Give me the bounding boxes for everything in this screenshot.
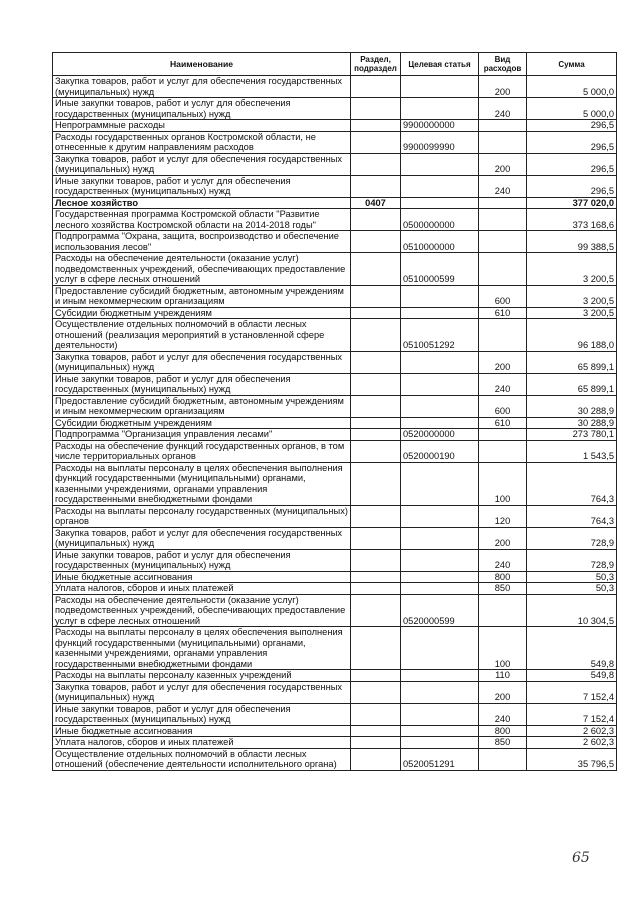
cell-section [351, 175, 401, 197]
cell-target [401, 285, 479, 307]
cell-target [401, 583, 479, 595]
cell-name: Закупка товаров, работ и услуг для обеспечения государственных (муниципальных) нужд [53, 681, 351, 703]
table-row [53, 98, 617, 120]
cell-target: 0510000599 [401, 253, 479, 286]
cell-sum: 50,3 [527, 571, 617, 583]
cell-target [401, 527, 479, 549]
cell-type: 800 [479, 571, 527, 583]
cell-name: Непрограммные расходы [53, 120, 351, 132]
cell-type: 240 [479, 549, 527, 571]
cell-target [401, 549, 479, 571]
cell-target [401, 175, 479, 197]
cell-type [479, 748, 527, 770]
cell-name: Осуществление отдельных полномочий в области лесных отношений (обеспечение деятельности исполнительного органа) [53, 748, 351, 770]
cell-sum: 3 200,5 [527, 285, 617, 307]
cell-target [401, 505, 479, 527]
cell-name: Предоставление субсидий бюджетным, автономным учреждениям и иным некоммерческим организациям [53, 395, 351, 417]
cell-type [479, 594, 527, 627]
table-row [53, 737, 617, 749]
cell-target [401, 670, 479, 682]
table-row [53, 681, 617, 703]
cell-sum: 764,3 [527, 462, 617, 505]
cell-type: 600 [479, 285, 527, 307]
cell-sum: 296,5 [527, 131, 617, 153]
cell-section [351, 209, 401, 231]
cell-type [479, 131, 527, 153]
table-row [53, 373, 617, 395]
cell-type [479, 209, 527, 231]
table-row [53, 395, 617, 417]
cell-section [351, 131, 401, 153]
cell-name: Закупка товаров, работ и услуг для обеспечения государственных (муниципальных) нужд [53, 153, 351, 175]
table-row [53, 440, 617, 462]
cell-sum: 728,9 [527, 527, 617, 549]
cell-target [401, 351, 479, 373]
table-row [53, 197, 617, 209]
cell-target: 0520051291 [401, 748, 479, 770]
cell-sum: 99 388,5 [527, 231, 617, 253]
cell-section [351, 120, 401, 132]
cell-sum: 764,3 [527, 505, 617, 527]
cell-sum: 273 780,1 [527, 429, 617, 441]
cell-type: 240 [479, 175, 527, 197]
cell-sum: 377 020,0 [527, 197, 617, 209]
cell-section [351, 670, 401, 682]
header-type: Вид расходов [479, 53, 527, 76]
cell-name: Расходы на обеспечение функций государственных органов, в том числе территориальных органов [53, 440, 351, 462]
cell-target [401, 417, 479, 429]
cell-type [479, 440, 527, 462]
cell-sum: 35 796,5 [527, 748, 617, 770]
cell-name: Иные закупки товаров, работ и услуг для обеспечения государственных (муниципальных) нужд [53, 549, 351, 571]
table-row [53, 417, 617, 429]
table-row [53, 429, 617, 441]
cell-sum: 2 602,3 [527, 737, 617, 749]
cell-section [351, 627, 401, 670]
cell-type: 200 [479, 681, 527, 703]
cell-type: 600 [479, 395, 527, 417]
cell-name: Иные закупки товаров, работ и услуг для обеспечения государственных (муниципальных) нужд [53, 373, 351, 395]
cell-type: 240 [479, 373, 527, 395]
budget-table-sheet [52, 52, 616, 771]
cell-sum: 549,8 [527, 627, 617, 670]
table-row [53, 549, 617, 571]
cell-sum: 30 288,9 [527, 417, 617, 429]
table-row [53, 307, 617, 319]
cell-name: Расходы на обеспечение деятельности (оказание услуг) подведомственных учреждений, обеспечивающих предоставление услуг в сфере лесных отношений [53, 594, 351, 627]
cell-section [351, 351, 401, 373]
cell-type: 610 [479, 417, 527, 429]
cell-section [351, 98, 401, 120]
cell-section [351, 373, 401, 395]
cell-name: Расходы на выплаты персоналу в целях обеспечения выполнения функций государственными (муниципальными) органами, казенными учреждениями, органами управления государственными внебюджетными фондами [53, 462, 351, 505]
cell-name: Иные бюджетные ассигнования [53, 725, 351, 737]
table-row [53, 748, 617, 770]
cell-target: 0510051292 [401, 319, 479, 352]
cell-type [479, 197, 527, 209]
cell-section [351, 253, 401, 286]
cell-name: Уплата налогов, сборов и иных платежей [53, 583, 351, 595]
cell-type [479, 253, 527, 286]
cell-name: Лесное хозяйство [53, 197, 351, 209]
cell-target [401, 98, 479, 120]
cell-section [351, 681, 401, 703]
cell-section [351, 462, 401, 505]
cell-sum: 30 288,9 [527, 395, 617, 417]
cell-section [351, 594, 401, 627]
table-row [53, 76, 617, 98]
table-row [53, 462, 617, 505]
header-name: Наименование [53, 53, 351, 76]
cell-section [351, 76, 401, 98]
cell-name: Расходы государственных органов Костромской области, не отнесенные к другим направлениям расходов [53, 131, 351, 153]
cell-sum: 65 899,1 [527, 351, 617, 373]
table-row [53, 527, 617, 549]
cell-target [401, 737, 479, 749]
cell-target: 0520000000 [401, 429, 479, 441]
table-header [53, 53, 617, 76]
cell-name: Закупка товаров, работ и услуг для обеспечения государственных (муниципальных) нужд [53, 351, 351, 373]
cell-name: Иные бюджетные ассигнования [53, 571, 351, 583]
cell-section [351, 231, 401, 253]
cell-type: 110 [479, 670, 527, 682]
cell-target [401, 395, 479, 417]
table-row [53, 131, 617, 153]
cell-sum: 549,8 [527, 670, 617, 682]
cell-section [351, 549, 401, 571]
header-sum: Сумма [527, 53, 617, 76]
cell-sum: 96 188,0 [527, 319, 617, 352]
table-row [53, 670, 617, 682]
cell-sum: 296,5 [527, 175, 617, 197]
cell-section [351, 440, 401, 462]
table-row [53, 627, 617, 670]
cell-section [351, 319, 401, 352]
cell-target: 0500000000 [401, 209, 479, 231]
cell-type: 240 [479, 98, 527, 120]
table-row [53, 231, 617, 253]
cell-section [351, 583, 401, 595]
cell-name: Уплата налогов, сборов и иных платежей [53, 737, 351, 749]
cell-name: Расходы на выплаты персоналу в целях обеспечения выполнения функций государственными (муниципальными) органами, казенными учреждениями, органами управления государственными внебюджетными фондами [53, 627, 351, 670]
table-row [53, 209, 617, 231]
cell-type [479, 120, 527, 132]
cell-section [351, 307, 401, 319]
page-number: 65 [572, 850, 590, 866]
cell-section [351, 417, 401, 429]
cell-name: Иные закупки товаров, работ и услуг для обеспечения государственных (муниципальных) нужд [53, 703, 351, 725]
cell-target [401, 76, 479, 98]
cell-type: 240 [479, 703, 527, 725]
cell-name: Субсидии бюджетным учреждениям [53, 307, 351, 319]
table-row [53, 571, 617, 583]
table-row [53, 594, 617, 627]
cell-target: 0510000000 [401, 231, 479, 253]
table-row [53, 253, 617, 286]
cell-sum: 5 000,0 [527, 98, 617, 120]
cell-name: Иные закупки товаров, работ и услуг для обеспечения государственных (муниципальных) нужд [53, 175, 351, 197]
cell-section [351, 505, 401, 527]
cell-type [479, 231, 527, 253]
table-row [53, 120, 617, 132]
cell-type [479, 429, 527, 441]
cell-target: 0520000599 [401, 594, 479, 627]
cell-target: 0520000190 [401, 440, 479, 462]
table-row [53, 583, 617, 595]
table-row [53, 703, 617, 725]
cell-type [479, 319, 527, 352]
table-row [53, 319, 617, 352]
table-row [53, 175, 617, 197]
table-row [53, 725, 617, 737]
cell-target [401, 681, 479, 703]
cell-name: Закупка товаров, работ и услуг для обеспечения государственных (муниципальных) нужд [53, 76, 351, 98]
cell-type: 100 [479, 462, 527, 505]
cell-target [401, 725, 479, 737]
cell-section [351, 748, 401, 770]
cell-name: Осуществление отдельных полномочий в области лесных отношений (реализация мероприятий в установленной сфере деятельности) [53, 319, 351, 352]
cell-sum: 373 168,6 [527, 209, 617, 231]
cell-section [351, 725, 401, 737]
cell-target [401, 153, 479, 175]
cell-sum: 1 543,5 [527, 440, 617, 462]
header-section: Раздел, подраздел [351, 53, 401, 76]
header-target: Целевая статья [401, 53, 479, 76]
cell-name: Расходы на выплаты персоналу казенных учреждений [53, 670, 351, 682]
cell-section [351, 571, 401, 583]
cell-sum: 296,5 [527, 120, 617, 132]
cell-section [351, 153, 401, 175]
cell-type: 200 [479, 76, 527, 98]
cell-target [401, 462, 479, 505]
cell-section [351, 703, 401, 725]
cell-name: Предоставление субсидий бюджетным, автономным учреждениям и иным некоммерческим организациям [53, 285, 351, 307]
cell-type: 100 [479, 627, 527, 670]
cell-type: 200 [479, 153, 527, 175]
cell-type: 200 [479, 351, 527, 373]
cell-name: Закупка товаров, работ и услуг для обеспечения государственных (муниципальных) нужд [53, 527, 351, 549]
cell-target [401, 373, 479, 395]
cell-section [351, 285, 401, 307]
cell-type: 800 [479, 725, 527, 737]
cell-sum: 296,5 [527, 153, 617, 175]
cell-sum: 10 304,5 [527, 594, 617, 627]
cell-target [401, 571, 479, 583]
cell-name: Иные закупки товаров, работ и услуг для обеспечения государственных (муниципальных) нужд [53, 98, 351, 120]
table-row [53, 351, 617, 373]
cell-type: 610 [479, 307, 527, 319]
cell-name: Государственная программа Костромской области "Развитие лесного хозяйства Костромской области на 2014-2018 годы" [53, 209, 351, 231]
cell-target [401, 703, 479, 725]
table-row [53, 285, 617, 307]
cell-target [401, 307, 479, 319]
table-body [53, 76, 617, 771]
cell-name: Расходы на обеспечение деятельности (оказание услуг) подведомственных учреждений, обеспечивающих предоставление услуг в сфере лесных отношений [53, 253, 351, 286]
cell-sum: 50,3 [527, 583, 617, 595]
cell-target [401, 627, 479, 670]
cell-section [351, 527, 401, 549]
cell-name: Подпрограмма "Охрана, защита, воспроизводство и обеспечение использования лесов" [53, 231, 351, 253]
cell-name: Подпрограмма "Организация управления лесами" [53, 429, 351, 441]
cell-sum: 2 602,3 [527, 725, 617, 737]
cell-target [401, 197, 479, 209]
cell-sum: 7 152,4 [527, 681, 617, 703]
cell-name: Субсидии бюджетным учреждениям [53, 417, 351, 429]
cell-sum: 3 200,5 [527, 253, 617, 286]
cell-type: 850 [479, 737, 527, 749]
cell-sum: 65 899,1 [527, 373, 617, 395]
cell-sum: 3 200,5 [527, 307, 617, 319]
cell-section [351, 737, 401, 749]
cell-type: 200 [479, 527, 527, 549]
cell-target: 9900099990 [401, 131, 479, 153]
cell-name: Расходы на выплаты персоналу государственных (муниципальных) органов [53, 505, 351, 527]
table-row [53, 505, 617, 527]
cell-sum: 728,9 [527, 549, 617, 571]
cell-section: 0407 [351, 197, 401, 209]
cell-sum: 5 000,0 [527, 76, 617, 98]
table-row [53, 153, 617, 175]
cell-type: 120 [479, 505, 527, 527]
cell-section [351, 395, 401, 417]
cell-sum: 7 152,4 [527, 703, 617, 725]
cell-target: 9900000000 [401, 120, 479, 132]
cell-section [351, 429, 401, 441]
cell-type: 850 [479, 583, 527, 595]
budget-table [52, 52, 617, 771]
